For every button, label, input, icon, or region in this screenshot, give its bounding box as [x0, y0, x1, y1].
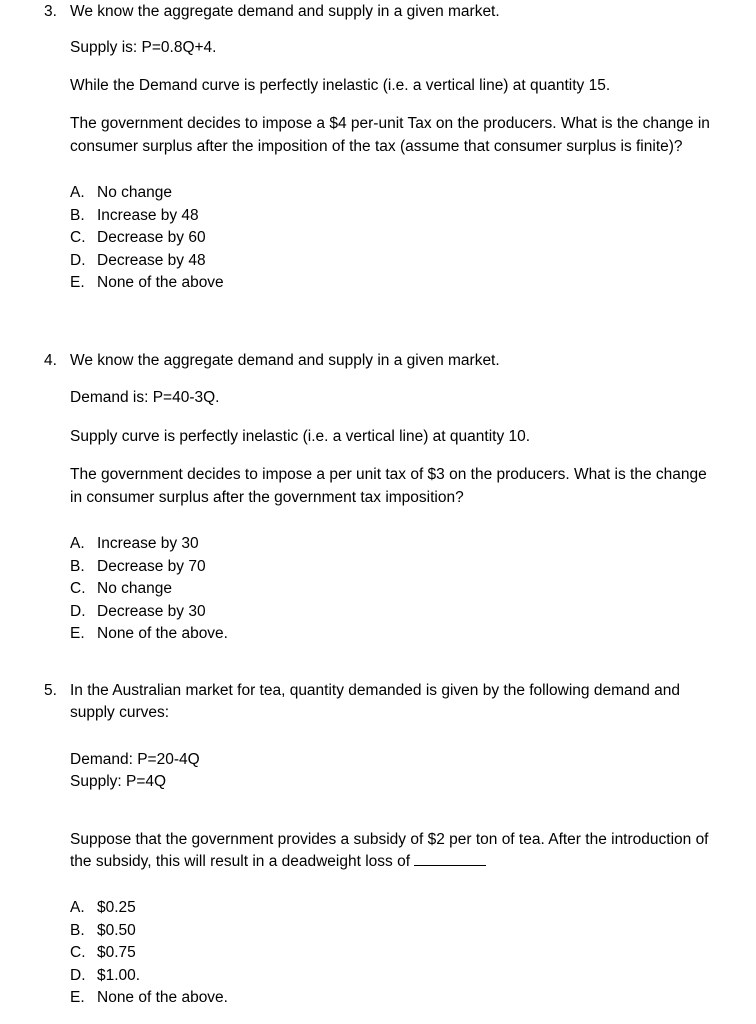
answer-blank	[414, 851, 486, 866]
option-text: None of the above	[97, 274, 224, 292]
option-text: Decrease by 70	[97, 557, 206, 575]
answer-option[interactable]	[70, 272, 710, 295]
answer-option[interactable]	[70, 987, 710, 1010]
question-text: Supply curve is perfectly inelastic (i.e. a vertical line) at quantity 10.	[70, 427, 531, 445]
answer-options	[70, 182, 710, 295]
question-number: 5.	[44, 682, 57, 699]
question-body	[70, 350, 710, 646]
answer-option[interactable]	[70, 533, 710, 556]
option-label: E.	[70, 274, 85, 292]
answer-option[interactable]	[70, 942, 710, 965]
option-label: B.	[70, 921, 85, 939]
option-text: None of the above.	[97, 625, 228, 643]
question-text: While the Demand curve is perfectly inelastic (i.e. a vertical line) at quantity 15.	[70, 76, 611, 94]
option-label: E.	[70, 625, 85, 643]
answer-option[interactable]	[70, 556, 710, 579]
option-label: D.	[70, 251, 86, 269]
answer-option[interactable]	[70, 920, 710, 943]
answer-option[interactable]	[70, 227, 710, 250]
question-number: 3.	[44, 3, 57, 20]
option-label: C.	[70, 580, 86, 598]
option-label: A.	[70, 535, 85, 552]
question-text	[70, 829, 710, 873]
option-text: Decrease by 30	[97, 602, 206, 620]
option-label: D.	[70, 966, 86, 984]
question-body	[70, 680, 710, 1010]
answer-option[interactable]	[70, 601, 710, 624]
demand-equation: Demand: P=20-4Q	[70, 751, 200, 768]
supply-equation: Supply: P=4Q	[70, 773, 167, 790]
answer-option[interactable]	[70, 623, 710, 646]
option-text: Increase by 48	[97, 206, 199, 224]
answer-options	[70, 897, 710, 1010]
answer-option[interactable]	[70, 897, 710, 920]
answer-options	[70, 533, 710, 646]
question-text: The government decides to impose a $4 per-unit Tax on the producers. What is the change in consumer surplus after the imposition of the tax (assume that consumer surplus is finite)?	[70, 115, 710, 155]
question-text: We know the aggregate demand and supply in a given market.	[70, 3, 500, 20]
option-label: B.	[70, 206, 85, 224]
question-prompt: Suppose that the government provides a subsidy of $2 per ton of tea. After the introduction of the subsidy, this will result in a deadweight loss of	[70, 831, 709, 870]
option-text: $0.75	[97, 944, 136, 962]
option-label: E.	[70, 989, 85, 1007]
answer-option[interactable]	[70, 250, 710, 273]
option-text: None of the above.	[97, 989, 228, 1007]
question-text: Demand is: P=40-3Q.	[70, 389, 220, 406]
option-text: Decrease by 60	[97, 229, 206, 247]
answer-option[interactable]	[70, 205, 710, 228]
question-text: The government decides to impose a per unit tax of $3 on the producers. What is the change in consumer surplus after the government tax imposition?	[70, 466, 707, 506]
answer-option[interactable]	[70, 965, 710, 988]
question-text: We know the aggregate demand and supply in a given market.	[70, 352, 500, 369]
option-label: C.	[70, 229, 86, 247]
option-text: $1.00.	[97, 966, 141, 984]
option-label: D.	[70, 602, 86, 620]
answer-option[interactable]	[70, 182, 710, 205]
answer-option[interactable]	[70, 578, 710, 601]
option-text: $0.50	[97, 921, 136, 939]
question-number: 4.	[44, 352, 57, 369]
option-label: A.	[70, 899, 85, 916]
option-text: Decrease by 48	[97, 251, 206, 269]
question-text: In the Australian market for tea, quantity demanded is given by the following demand and supply curves:	[70, 682, 681, 721]
question-body	[70, 1, 710, 295]
question-text: Supply is: P=0.8Q+4.	[70, 39, 217, 56]
option-text: No change	[97, 580, 172, 598]
option-text: No change	[97, 184, 172, 201]
option-label: B.	[70, 557, 85, 575]
option-text: Increase by 30	[97, 535, 199, 552]
option-label: C.	[70, 944, 86, 962]
option-label: A.	[70, 184, 85, 201]
option-text: $0.25	[97, 899, 136, 916]
